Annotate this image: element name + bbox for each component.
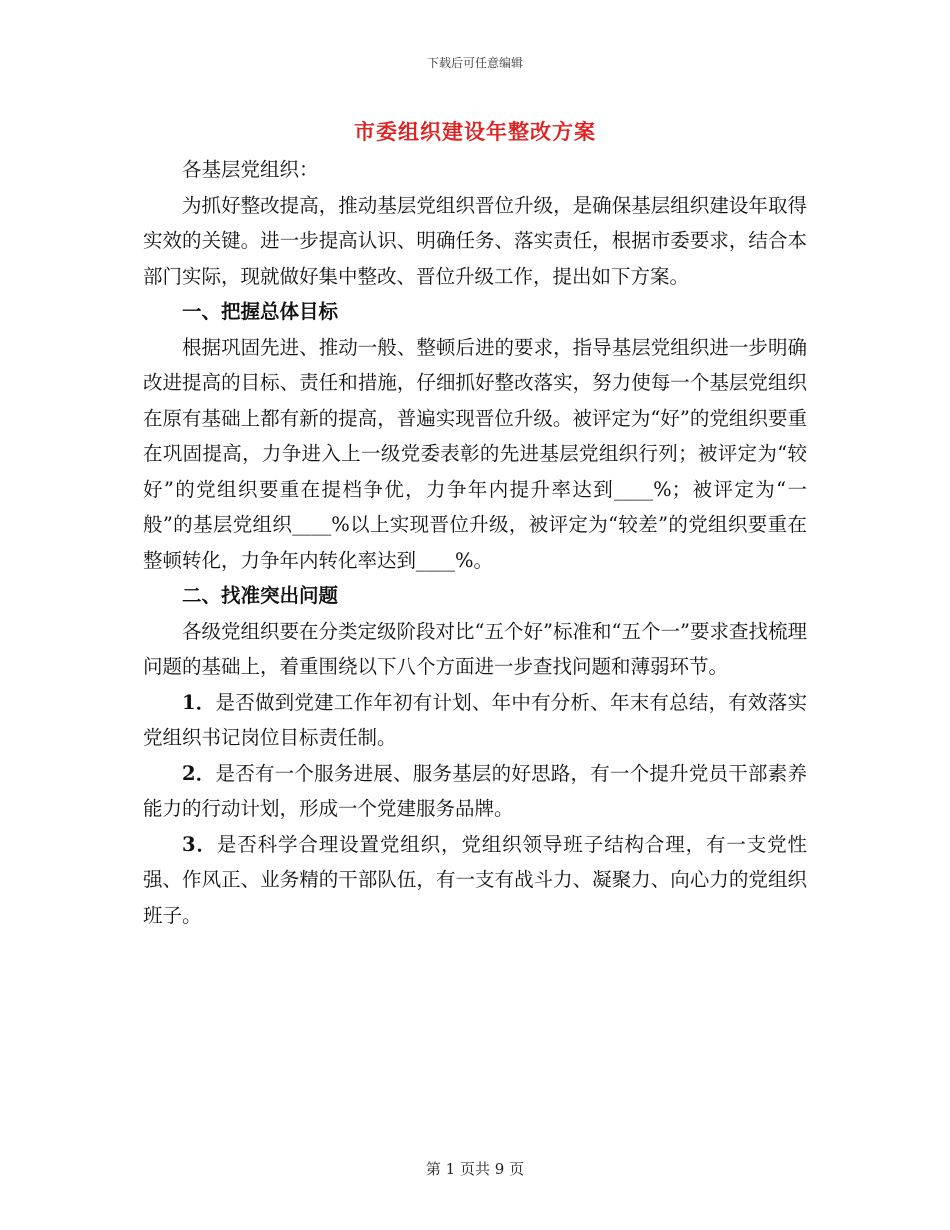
header-note: 下载后可任意编辑 [426, 56, 523, 70]
section-heading-1: 一、把握总体目标 [182, 300, 339, 323]
list-item [143, 827, 807, 934]
document-title: 市委组织建设年整改方案 [354, 119, 596, 144]
list-item [143, 756, 807, 827]
salutation: 各基层党组织： [182, 158, 319, 181]
section-2-paragraph: 各级党组织要在分类定级阶段对比“五个好”标准和“五个一”要求查找梳理问题的基础上，着重围绕以下八个方面进一步查找问题和薄弱环节。 [143, 619, 807, 678]
intro-paragraph: 为抓好整改提高，推动基层党组织晋位升级，是确保基层组织建设年取得实效的关键。进一步提高认识、明确任务、落实责任，根据市委要求，结合本部门实际，现就做好集中整改、晋位升级工作，提出如下方案。 [143, 193, 807, 288]
section-1-paragraph: 根据巩固先进、推动一般、整顿后进的要求，指导基层党组织进一步明确改进提高的目标、责任和措施，仔细抓好整改落实，努力使每一个基层党组织在原有基础上都有新的提高，普遍实现晋位升级。被评定为“好”的党组织要重在巩固提高，力争进入上一级党委表彰的先进基层党组织行列；被评定为“较好”的党组织要重在提档争优，力争年内提升率达到____%；被评定为“一般”的基层党组织____%以上实现晋位升级，被评定为“较差”的党组织要重在整顿转化，力争年内转化率达到____%。 [143, 335, 807, 572]
list-item-number: 3． [182, 832, 217, 856]
list-item-text: 是否做到党建工作年初有计划、年中有分析、年末有总结，有效落实党组织书记岗位目标责任制。 [143, 690, 807, 749]
page-footer: 第 1 页共 9 页 [425, 1160, 525, 1178]
list-item-number: 1． [182, 690, 216, 714]
section-heading-2: 二、找准突出问题 [182, 584, 339, 607]
list-item-text: 是否科学合理设置党组织，党组织领导班子结构合理，有一支党性强、作风正、业务精的干部队伍，有一支有战斗力、凝聚力、向心力的党组织班子。 [143, 832, 807, 927]
list-item-text: 是否有一个服务进展、服务基层的好思路，有一个提升党员干部素养能力的行动计划，形成一个党建服务品牌。 [143, 761, 807, 820]
list-item-number: 2． [182, 761, 216, 785]
list-item [143, 685, 807, 756]
document-body [143, 152, 807, 933]
